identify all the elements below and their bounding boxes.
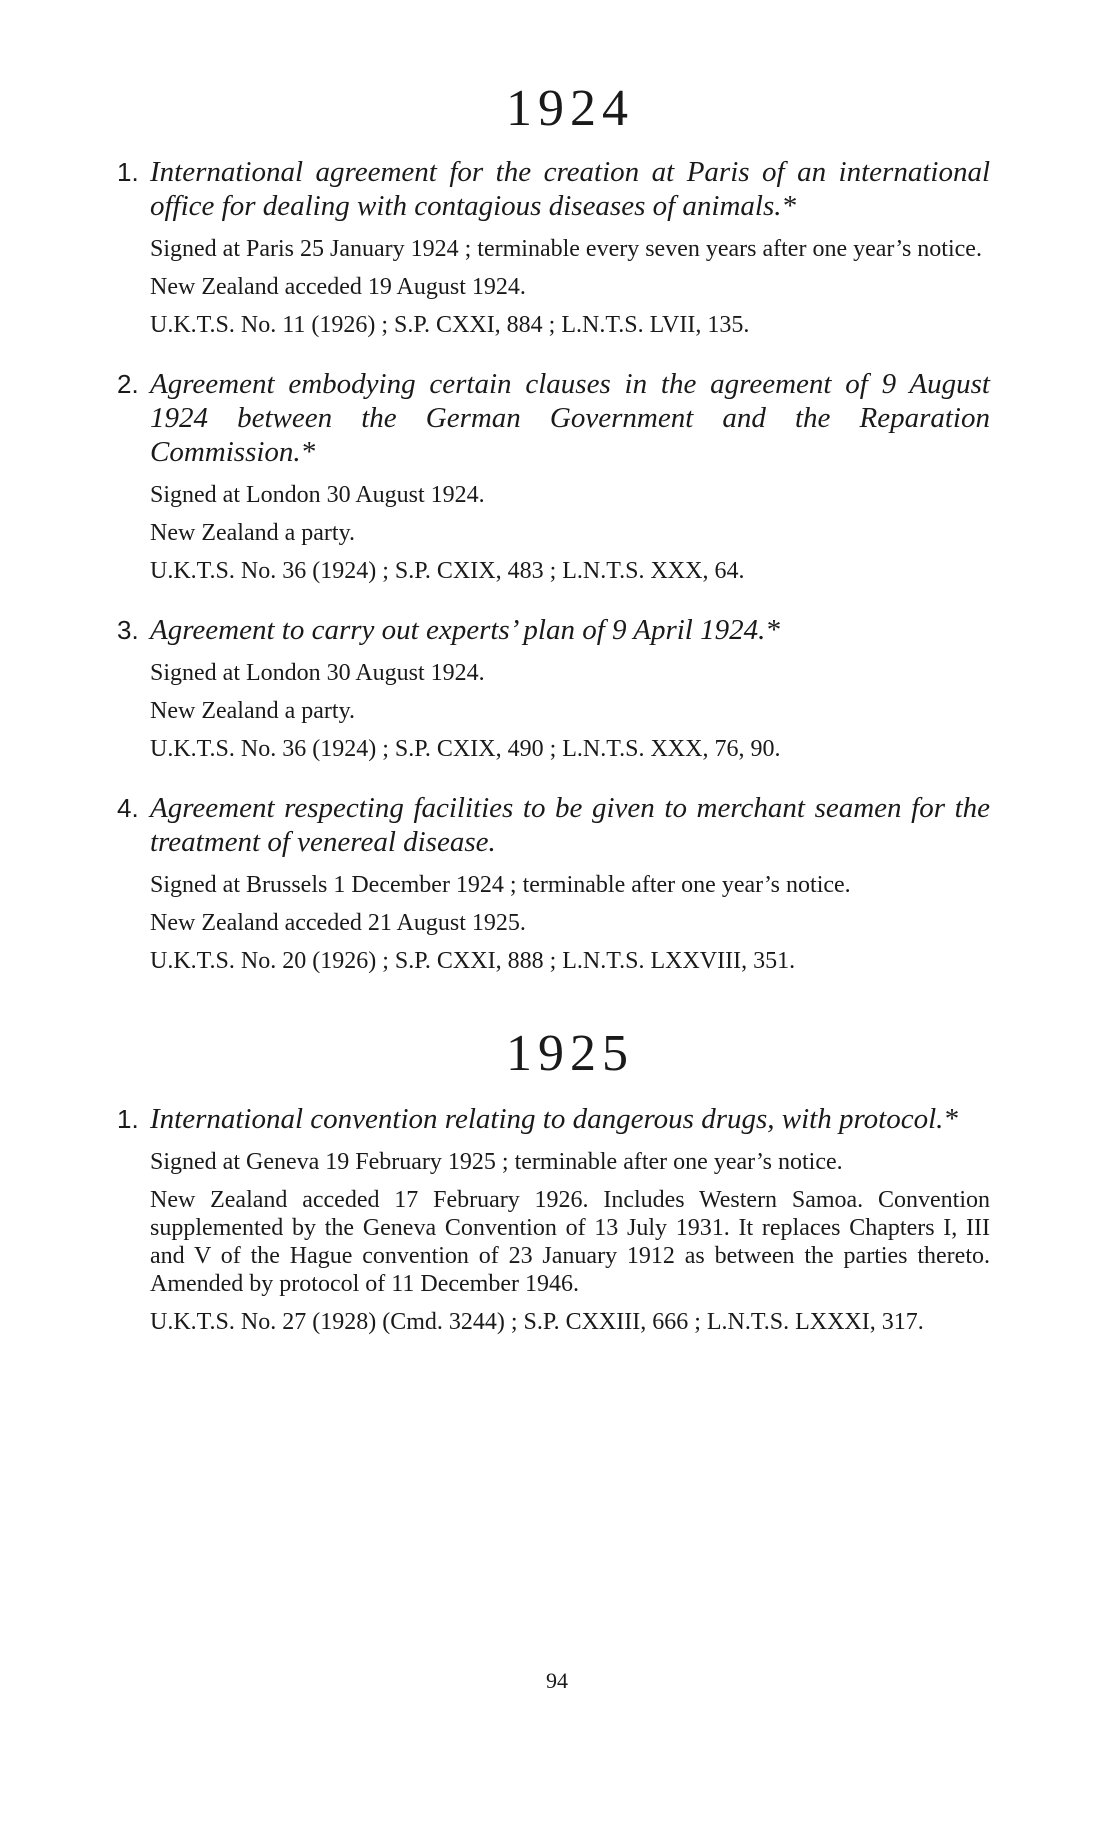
entry-signing-details: Signed at Geneva 19 February 1925 ; terminable after one year’s notice. [150, 1149, 843, 1176]
entry-reference: U.K.T.S. No. 11 (1926) ; S.P. CXXI, 884 ; L.N.T.S. LVII, 135. [150, 312, 750, 339]
entry-title [117, 613, 990, 647]
entry-reference: U.K.T.S. No. 36 (1924) ; S.P. CXIX, 483 ; L.N.T.S. XXX, 64. [150, 558, 745, 585]
entry-title [117, 791, 990, 859]
year-section-1924 [117, 80, 990, 975]
entry-nz-status: New Zealand acceded 19 August 1924. [150, 274, 526, 301]
entry-nz-status: New Zealand acceded 17 February 1926. Includes Western Samoa. Convention supplemented by the Geneva Convention of 13 July 1931. It replaces Chapters I, III and V of the Hague convention of 23 January 1912 as between the parties thereto. Amended by protocol of 11 December 1946. [150, 1187, 990, 1298]
entry-title-text: International agreement for the creation at Paris of an international office for dealing with contagious diseases of animals.* [150, 156, 990, 223]
entry-title-text: International convention relating to dangerous drugs, with protocol.* [150, 1103, 958, 1136]
entry-title [117, 155, 990, 223]
entry-number: 2. [117, 369, 139, 400]
entry-number: 3. [117, 615, 139, 646]
entry-reference: U.K.T.S. No. 20 (1926) ; S.P. CXXI, 888 ; L.N.T.S. LXXVIII, 351. [150, 948, 796, 975]
year-heading: 1925 [506, 1025, 634, 1083]
entry-nz-status: New Zealand acceded 21 August 1925. [150, 910, 526, 937]
entry-title-text: Agreement to carry out experts’ plan of 9 April 1924.* [150, 614, 780, 647]
treaty-entry [117, 1102, 990, 1336]
entry-title-text: Agreement respecting facilities to be given to merchant seamen for the treatment of venereal disease. [150, 792, 990, 859]
entry-number: 4. [117, 793, 139, 824]
entry-nz-status: New Zealand a party. [150, 520, 356, 547]
treaty-entry [117, 791, 990, 975]
entry-signing-details: Signed at Paris 25 January 1924 ; terminable every seven years after one year’s notice. [150, 236, 982, 263]
entry-number: 1. [117, 1104, 139, 1135]
entry-signing-details: Signed at London 30 August 1924. [150, 482, 485, 509]
treaty-entry [117, 613, 990, 763]
entry-reference: U.K.T.S. No. 36 (1924) ; S.P. CXIX, 490 ; L.N.T.S. XXX, 76, 90. [150, 736, 781, 763]
entry-title-text: Agreement embodying certain clauses in the agreement of 9 August 1924 between the German Government and the Reparation Commission.* [150, 368, 990, 469]
entry-title [117, 367, 990, 469]
entry-title [117, 1102, 990, 1136]
entry-number: 1. [117, 157, 139, 188]
year-heading: 1924 [506, 80, 634, 137]
entry-nz-status: New Zealand a party. [150, 698, 356, 725]
treaty-entry [117, 367, 990, 585]
entry-signing-details: Signed at Brussels 1 December 1924 ; terminable after one year’s notice. [150, 872, 851, 899]
treaty-entry [117, 155, 990, 339]
entry-reference: U.K.T.S. No. 27 (1928) (Cmd. 3244) ; S.P. CXXIII, 666 ; L.N.T.S. LXXXI, 317. [150, 1309, 924, 1336]
page-number: 94 [546, 1668, 568, 1693]
entry-signing-details: Signed at London 30 August 1924. [150, 660, 485, 687]
year-section-1925 [117, 1025, 990, 1336]
page-body [117, 80, 990, 1364]
